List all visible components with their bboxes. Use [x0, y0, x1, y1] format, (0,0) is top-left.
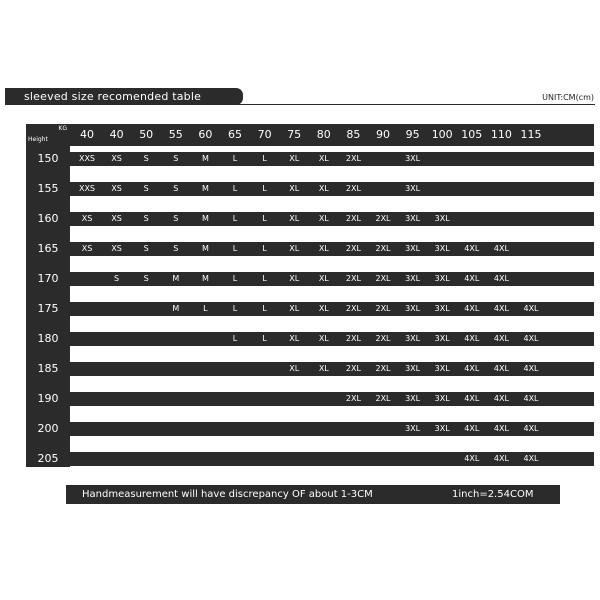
size-cell: L — [262, 304, 267, 313]
size-cell: 2XL — [345, 244, 361, 253]
size-cell: 2XL — [345, 364, 361, 373]
size-cell: XL — [318, 244, 329, 253]
weight-header: 85 — [346, 128, 361, 141]
size-cell: 4XL — [523, 394, 539, 403]
size-cell: 3XL — [405, 334, 421, 343]
weight-header: 40 — [109, 128, 124, 141]
size-cell: XS — [111, 154, 122, 163]
size-cell: S — [143, 184, 149, 193]
size-cell: 3XL — [434, 364, 450, 373]
size-cell: 4XL — [493, 394, 509, 403]
size-cell: 2XL — [375, 364, 391, 373]
size-cell: 3XL — [405, 274, 421, 283]
size-cell: XS — [81, 214, 93, 223]
size-cell: L — [262, 154, 267, 163]
table-row — [70, 392, 594, 406]
measurement-note: Handmeasurement will have discrepancy OF about 1-3CM — [82, 489, 373, 500]
size-cell: M — [201, 184, 209, 193]
size-cell: XS — [111, 214, 122, 223]
height-column — [26, 146, 70, 467]
size-cell: 4XL — [523, 364, 539, 373]
size-cell: XL — [289, 304, 300, 313]
size-cell: 3XL — [434, 274, 450, 283]
size-cell: 2XL — [375, 334, 391, 343]
weight-header: 70 — [257, 128, 272, 141]
size-cell: 3XL — [405, 304, 421, 313]
size-cell: 2XL — [345, 214, 361, 223]
size-cell: S — [173, 214, 179, 223]
size-cell: XL — [318, 274, 329, 283]
height-label: 200 — [37, 422, 59, 435]
size-cell: XL — [289, 274, 300, 283]
size-cell: 2XL — [345, 274, 361, 283]
weight-header: 95 — [405, 128, 420, 141]
size-cell: 3XL — [434, 304, 450, 313]
weight-header-row — [70, 124, 594, 146]
size-cell: 3XL — [405, 154, 421, 163]
size-cell: 4XL — [493, 454, 509, 463]
size-cell: 4XL — [464, 244, 480, 253]
size-cell: XL — [318, 364, 329, 373]
size-cell: XL — [318, 304, 329, 313]
size-cell: 3XL — [405, 214, 421, 223]
size-cell: 4XL — [464, 304, 480, 313]
height-label: 150 — [37, 152, 59, 165]
height-label: 165 — [37, 242, 59, 255]
size-cell: L — [262, 334, 267, 343]
size-cell: 3XL — [434, 334, 450, 343]
table-row — [70, 452, 594, 466]
weight-header: 60 — [198, 128, 213, 141]
size-cell: L — [203, 304, 208, 313]
size-cell: M — [172, 304, 180, 313]
size-cell: L — [232, 304, 238, 313]
size-cell: 4XL — [493, 304, 509, 313]
weight-header: 65 — [228, 128, 242, 141]
size-cell: S — [143, 214, 149, 223]
size-cell: 4XL — [523, 424, 539, 433]
height-label: 175 — [37, 302, 59, 315]
size-cell: 4XL — [493, 364, 509, 373]
size-cell: M — [172, 274, 180, 283]
size-cell: 4XL — [523, 304, 539, 313]
size-cell: S — [143, 244, 149, 253]
size-cell: 3XL — [405, 244, 421, 253]
size-cell: 3XL — [405, 394, 421, 403]
size-cell: 3XL — [405, 424, 421, 433]
size-cell: 2XL — [345, 394, 361, 403]
size-cell: L — [232, 154, 238, 163]
size-cell: XL — [318, 184, 329, 193]
size-cell: L — [262, 274, 267, 283]
size-cell: 4XL — [464, 424, 480, 433]
size-cell: XL — [289, 244, 300, 253]
size-cell: 2XL — [375, 394, 391, 403]
table-row — [70, 422, 594, 436]
weight-header: 75 — [287, 128, 302, 141]
size-cell: 4XL — [523, 334, 539, 343]
size-table — [26, 124, 594, 467]
size-cell: 2XL — [345, 304, 361, 313]
size-cell: XL — [289, 364, 300, 373]
size-cell: 4XL — [464, 364, 480, 373]
size-cell: XL — [289, 154, 300, 163]
footer-note-bar — [66, 485, 560, 504]
size-cell: 3XL — [434, 214, 450, 223]
table-row — [70, 332, 594, 346]
size-cell: S — [143, 274, 149, 283]
size-cell: 4XL — [523, 454, 539, 463]
size-cell: L — [232, 334, 238, 343]
size-cell: S — [173, 244, 179, 253]
table-title: sleeved size recomended table — [5, 88, 243, 105]
height-label: 185 — [37, 362, 59, 375]
weight-header: 55 — [168, 128, 183, 141]
size-cell: 4XL — [464, 334, 480, 343]
unit-label: UNIT:CM(cm) — [542, 93, 594, 102]
size-cell: XL — [318, 214, 329, 223]
size-cell: L — [262, 184, 267, 193]
size-cell: XS — [111, 184, 122, 193]
size-cell: XS — [81, 244, 93, 253]
size-cell: S — [173, 154, 179, 163]
height-label: 170 — [37, 272, 59, 285]
size-cell: M — [201, 274, 209, 283]
table-row — [70, 362, 594, 376]
size-cell: 4XL — [464, 274, 480, 283]
size-cell: 3XL — [405, 184, 421, 193]
kg-label: KG — [58, 125, 67, 132]
size-cell: 4XL — [493, 334, 509, 343]
inch-conversion: 1inch=2.54COM — [452, 489, 534, 500]
size-cell: 2XL — [345, 184, 361, 193]
size-cell: L — [232, 274, 238, 283]
size-cell: 3XL — [434, 424, 450, 433]
size-cell: XS — [111, 244, 122, 253]
table-row — [70, 272, 594, 286]
size-cell: S — [143, 154, 149, 163]
size-cell: S — [173, 184, 179, 193]
size-cell: 2XL — [345, 334, 361, 343]
size-cell: L — [232, 184, 238, 193]
size-cell: 2XL — [375, 244, 391, 253]
size-cell: 4XL — [493, 244, 509, 253]
weight-header: 40 — [80, 128, 94, 141]
size-cell: 2XL — [375, 214, 391, 223]
height-label: Height — [28, 136, 48, 143]
size-cell: 4XL — [464, 394, 480, 403]
weight-header: 80 — [316, 128, 331, 141]
weight-header: 50 — [139, 128, 154, 141]
size-cell: XL — [289, 184, 300, 193]
table-row — [70, 302, 594, 316]
height-label: 205 — [37, 452, 59, 465]
size-cell: L — [232, 244, 238, 253]
size-cell: XL — [289, 334, 300, 343]
table-row — [70, 242, 594, 256]
size-cell: 4XL — [493, 274, 509, 283]
weight-header: 110 — [490, 128, 512, 141]
size-cell: L — [262, 214, 267, 223]
size-cell: S — [114, 274, 120, 283]
size-cell: M — [201, 244, 209, 253]
title-divider — [5, 104, 595, 105]
size-cell: XXS — [78, 154, 96, 163]
table-row — [70, 182, 594, 196]
size-cell: M — [201, 214, 209, 223]
size-cell: 4XL — [493, 424, 509, 433]
table-row — [70, 152, 594, 166]
size-cell: L — [232, 214, 238, 223]
table-row — [70, 212, 594, 226]
weight-header: 115 — [520, 128, 542, 141]
size-cell: XL — [318, 334, 329, 343]
size-cell: 3XL — [405, 364, 421, 373]
size-cell: XL — [289, 214, 300, 223]
size-cell: L — [262, 244, 267, 253]
weight-header: 90 — [376, 128, 390, 141]
size-cell: M — [201, 154, 209, 163]
size-cell: 2XL — [345, 154, 361, 163]
height-label: 180 — [37, 332, 59, 345]
size-cell: XXS — [78, 184, 96, 193]
weight-header: 105 — [461, 128, 483, 141]
size-cell: 2XL — [375, 304, 391, 313]
height-label: 155 — [37, 182, 59, 195]
size-cell: 4XL — [464, 454, 480, 463]
height-label: 190 — [37, 392, 59, 405]
weight-header: 100 — [431, 128, 453, 141]
size-cell: XL — [318, 154, 329, 163]
size-cell: 3XL — [434, 394, 450, 403]
size-cell: 3XL — [434, 244, 450, 253]
size-cell: 2XL — [375, 274, 391, 283]
height-label: 160 — [37, 212, 59, 225]
table-corner-header — [26, 124, 70, 146]
